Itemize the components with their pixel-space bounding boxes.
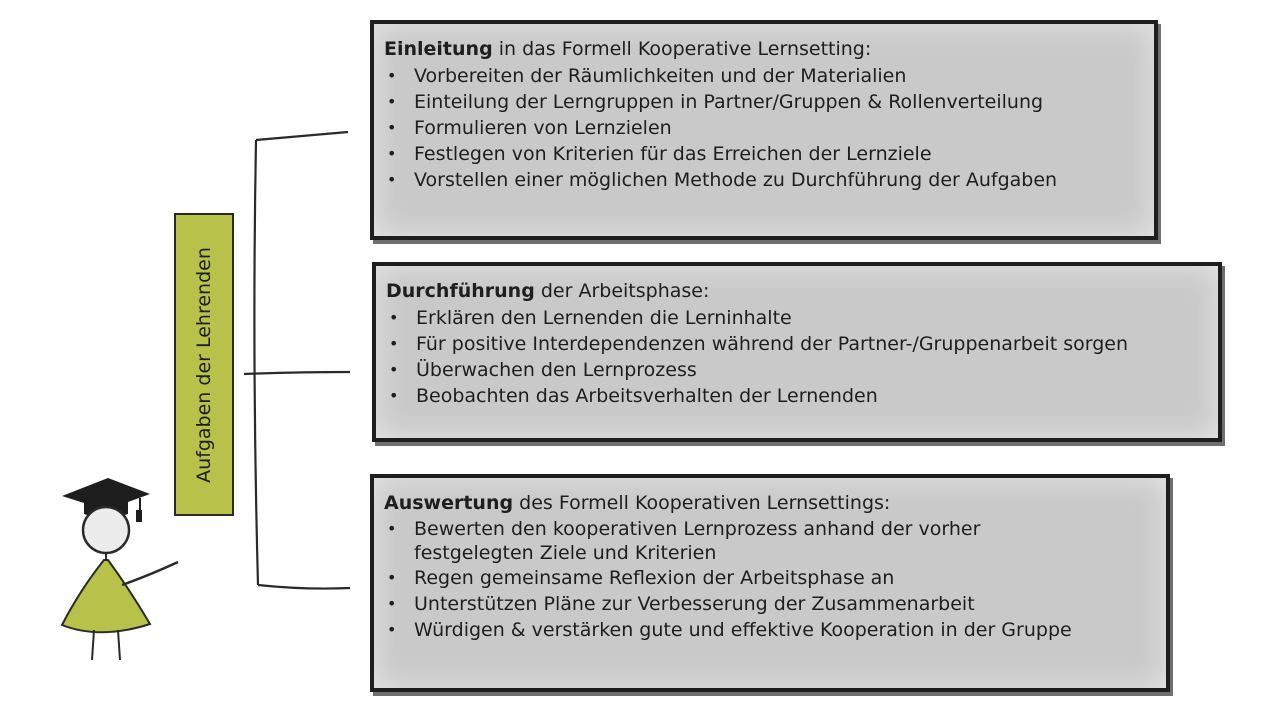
box-list [386, 305, 1206, 409]
figure-arm [122, 562, 178, 585]
list-item: • Formulieren von Lernzielen [384, 115, 1142, 141]
list-item: • Bewerten den kooperativen Lernprozess anhand der vorher festgelegten Ziele und Kriterien [384, 517, 1034, 565]
box-auswertung [370, 474, 1170, 692]
box-title-bold: Durchführung [386, 280, 535, 302]
list-item: • Einteilung der Lerngruppen in Partner/Gruppen & Rollenverteilung [384, 89, 1142, 115]
list-item: • Überwachen den Lernprozess [386, 357, 1206, 383]
list-item: • Regen gemeinsame Reflexion der Arbeitsphase an [384, 565, 1154, 591]
box-einleitung [370, 20, 1158, 240]
list-item: • Vorbereiten der Räumlichkeiten und der Materialien [384, 63, 1142, 89]
box-durchfuehrung [372, 262, 1222, 442]
box-list [384, 63, 1142, 193]
box-title [384, 38, 1142, 60]
box-title-bold: Auswertung [384, 492, 514, 514]
box-title [384, 492, 1154, 514]
box-title [386, 280, 1206, 302]
figure-dress [62, 560, 150, 632]
list-item: • Festlegen von Kriterien für das Erreichen der Lernziele [384, 141, 1142, 167]
figure-leg-left [92, 630, 94, 660]
box-title-bold: Einleitung [384, 38, 493, 60]
box-title-rest: in das Formell Kooperative Lernsetting: [492, 38, 872, 60]
list-item: • Unterstützen Pläne zur Verbesserung der Zusammenarbeit [384, 591, 1154, 617]
list-item: • Für positive Interdependenzen während der Partner-/Gruppenarbeit sorgen [386, 331, 1206, 357]
figure-head [83, 507, 129, 553]
list-item: • Beobachten das Arbeitsverhalten der Lernenden [386, 383, 1206, 409]
side-label-text: Aufgaben der Lehrenden [193, 246, 216, 483]
list-item: • Würdigen & verstärken gute und effektive Kooperation in der Gruppe [384, 617, 1154, 643]
box-title-rest: der Arbeitsphase: [534, 280, 710, 302]
box-list [384, 517, 1154, 643]
list-item: • Vorstellen einer möglichen Methode zu Durchführung der Aufgaben [384, 167, 1142, 193]
figure-leg-right [118, 630, 120, 660]
side-label-box [174, 213, 234, 516]
list-item: • Erklären den Lernenden die Lerninhalte [386, 305, 1206, 331]
box-title-rest: des Formell Kooperativen Lernsettings: [513, 492, 891, 514]
